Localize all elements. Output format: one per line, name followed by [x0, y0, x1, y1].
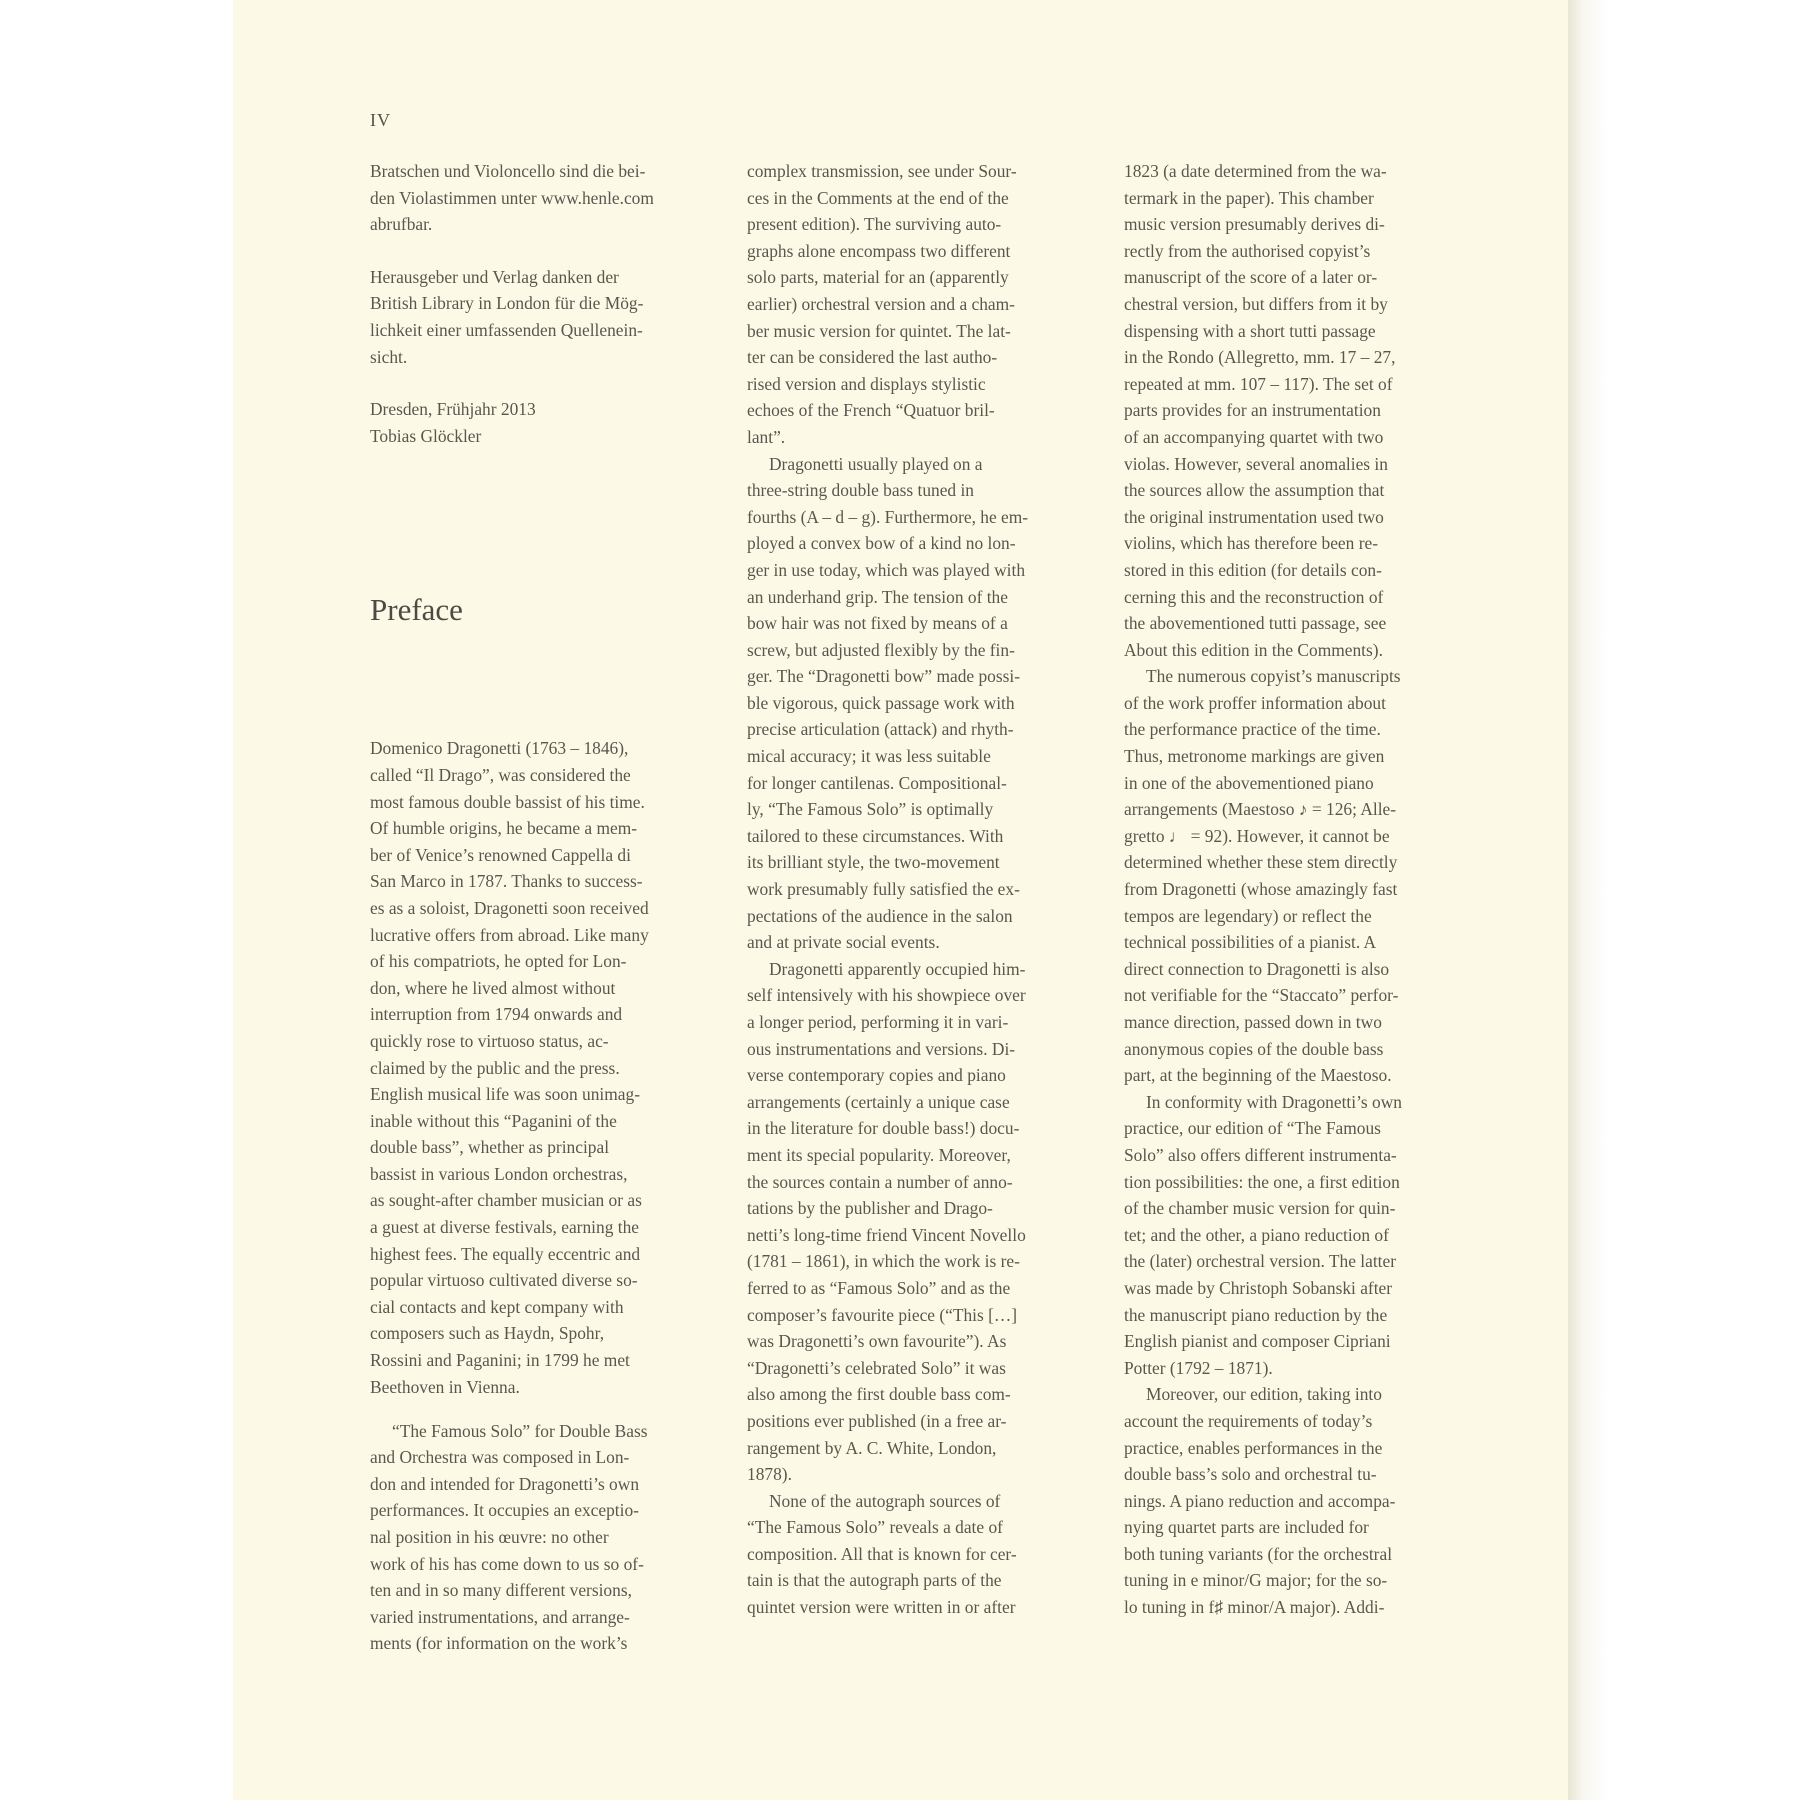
text-line: work of his has come down to us so of-	[370, 1553, 644, 1574]
text-line: complex transmission, see under Sour-	[747, 161, 1017, 181]
text-line: not verifiable for the “Staccato” perfor-	[1124, 985, 1399, 1006]
preface-paragraph-1	[370, 735, 715, 1400]
text-line: the manuscript piano reduction by the	[1124, 1304, 1388, 1325]
text-line: a guest at diverse festivals, earning the	[370, 1217, 639, 1238]
text-line: ces in the Comments at the end of the	[747, 187, 1009, 208]
text-line: violins, which has therefore been re-	[1124, 533, 1378, 554]
text-line: verse contemporary copies and piano	[747, 1065, 1006, 1086]
text-line: double bass”, whether as principal	[370, 1137, 610, 1158]
signature-paragraph	[370, 396, 715, 449]
text-line: the sources allow the assumption that	[1124, 480, 1385, 501]
text-line: part, at the beginning of the Maestoso.	[1124, 1065, 1392, 1086]
text-line: lichkeit einer umfassenden Quellenein-	[370, 319, 643, 340]
text-line: parts provides for an instrumentation	[1124, 400, 1381, 421]
text-line: San Marco in 1787. Thanks to success-	[370, 871, 643, 892]
text-line: bow hair was not fixed by means of a	[747, 613, 1008, 634]
text-line: interruption from 1794 onwards and	[370, 1004, 623, 1025]
text-line: ger. The “Dragonetti bow” made possi-	[747, 666, 1021, 687]
preface-paragraph-7	[1124, 158, 1464, 663]
text-line: quintet version were written in or after	[747, 1597, 1016, 1618]
text-line: den Violastimmen unter www.henle.com	[370, 187, 654, 208]
text-line: a longer period, performing it in vari-	[747, 1012, 1009, 1032]
text-line: of an accompanying quartet with two	[1124, 426, 1384, 447]
text-line: its brilliant style, the two-movement	[747, 852, 1000, 873]
text-line: for longer cantilenas. Compositional-	[747, 772, 1007, 793]
text-line: English pianist and composer Cipriani	[1124, 1331, 1391, 1352]
text-line: the (later) orchestral version. The latter	[1124, 1251, 1397, 1272]
text-line: es as a soloist, Dragonetti soon received	[370, 897, 649, 918]
text-line: pectations of the audience in the salon	[747, 905, 1013, 926]
text-line: in one of the abovementioned piano	[1124, 772, 1374, 793]
text-line: (1781 – 1861), in which the work is re-	[747, 1251, 1020, 1272]
text-line: screw, but adjusted flexibly by the fin-	[747, 639, 1015, 660]
text-line: In conformity with Dragonetti’s own	[1146, 1091, 1402, 1112]
text-line: tuning in e minor/G major; for the so-	[1124, 1570, 1388, 1591]
text-line: both tuning variants (for the orchestral	[1124, 1543, 1393, 1564]
text-line: Thus, metronome markings are given	[1124, 746, 1385, 767]
page-edge-shadow	[1568, 0, 1800, 1800]
text-line: nal position in his œuvre: no other	[370, 1527, 609, 1547]
page-number: IV	[370, 110, 391, 130]
text-line: ment its special popularity. Moreover,	[747, 1144, 1011, 1165]
preface-paragraph-10	[1124, 1381, 1464, 1620]
text-line: About this edition in the Comments).	[1124, 639, 1383, 660]
text-line: ly, “The Famous Solo” is optimally	[747, 799, 994, 820]
text-line: present edition). The surviving auto-	[747, 214, 1002, 235]
text-line: precise articulation (attack) and rhyth-	[747, 719, 1014, 740]
acknowledgement-paragraph	[370, 264, 715, 370]
preface-paragraph-8	[1124, 663, 1464, 1089]
text-line: 1823 (a date determined from the wa-	[1124, 161, 1387, 181]
text-line: composers such as Haydn, Spohr,	[370, 1323, 605, 1344]
text-line: gretto ♩ = 92). However, it cannot be	[1124, 825, 1390, 846]
text-line: Bratschen und Violoncello sind die bei-	[370, 161, 646, 181]
text-line: repeated at mm. 107 – 117). The set of	[1124, 373, 1393, 394]
german-note-paragraph	[370, 158, 715, 238]
text-line: composer’s favourite piece (“This […]	[747, 1304, 1018, 1325]
text-line: sicht.	[370, 346, 408, 367]
text-line: of his compatriots, he opted for Lon-	[370, 951, 627, 972]
text-line: the sources contain a number of anno-	[747, 1171, 1013, 1192]
text-line: ger in use today, which was played with	[747, 559, 1026, 580]
text-line: highest fees. The equally eccentric and	[370, 1243, 641, 1264]
text-line: an underhand grip. The tension of the	[747, 586, 1008, 607]
text-line: nings. A piano reduction and accompa-	[1124, 1490, 1396, 1511]
preface-paragraph-5	[747, 956, 1087, 1488]
text-line: as sought-after chamber musician or as	[370, 1190, 642, 1211]
text-line: arrangements (Maestoso ♪ = 126; Alle-	[1124, 799, 1397, 820]
preface-paragraph-4	[747, 451, 1087, 956]
text-line: cerning this and the reconstruction of	[1124, 586, 1384, 607]
text-line: tailored to these circumstances. With	[747, 825, 1004, 846]
text-line: ments (for information on the work’s	[370, 1633, 628, 1654]
text-line: claimed by the public and the press.	[370, 1057, 620, 1078]
text-line: the original instrumentation used two	[1124, 506, 1384, 527]
text-line: “The Famous Solo” for Double Bass	[392, 1420, 648, 1441]
text-line: arrangements (certainly a unique case	[747, 1091, 1010, 1112]
text-line: ber music version for quintet. The lat-	[747, 320, 1011, 341]
text-line: the abovementioned tutti passage, see	[1124, 613, 1387, 634]
text-line: rangement by A. C. White, London,	[747, 1437, 997, 1458]
text-line: tion possibilities: the one, a first edition	[1124, 1171, 1400, 1192]
text-line: most famous double bassist of his time.	[370, 791, 645, 812]
text-line: ferred to as “Famous Solo” and as the	[747, 1277, 1011, 1298]
text-line: inable without this “Paganini of the	[370, 1110, 617, 1131]
text-line: Solo” also offers different instrumenta-	[1124, 1144, 1397, 1165]
text-line: practice, our edition of “The Famous	[1124, 1118, 1381, 1139]
text-line: Beethoven in Vienna.	[370, 1376, 520, 1397]
text-line: tain is that the autograph parts of the	[747, 1570, 1002, 1591]
text-line: double bass’s solo and orchestral tu-	[1124, 1464, 1377, 1485]
text-line: Herausgeber und Verlag danken der	[370, 266, 619, 287]
text-line: “The Famous Solo” reveals a date of	[747, 1517, 1003, 1538]
text-line: anonymous copies of the double bass	[1124, 1038, 1384, 1059]
text-line: None of the autograph sources of	[769, 1490, 1001, 1511]
text-line: popular virtuoso cultivated diverse so-	[370, 1270, 638, 1291]
text-line: positions ever published (in a free ar-	[747, 1410, 1007, 1431]
text-line: tations by the publisher and Drago-	[747, 1198, 993, 1219]
text-line: performances. It occupies an exceptio-	[370, 1500, 639, 1521]
text-line: dispensing with a short tutti passage	[1124, 320, 1376, 341]
text-line: earlier) orchestral version and a cham-	[747, 293, 1015, 314]
text-line: Domenico Dragonetti (1763 – 1846),	[370, 738, 629, 759]
text-line: termark in the paper). This chamber	[1124, 187, 1374, 208]
text-line: determined whether these stem directly	[1124, 852, 1398, 873]
text-line: fourths (A – d – g). Furthermore, he em-	[747, 506, 1029, 527]
text-line: rised version and displays stylistic	[747, 373, 986, 394]
text-line: ous instrumentations and versions. Di-	[747, 1038, 1016, 1059]
text-line: echoes of the French “Quatuor bril-	[747, 400, 995, 421]
text-line: called “Il Drago”, was considered the	[370, 764, 631, 785]
text-line: Moreover, our edition, taking into	[1146, 1384, 1382, 1405]
text-line: ployed a convex bow of a kind no lon-	[747, 533, 1016, 554]
text-line: in the literature for double bass!) docu-	[747, 1118, 1020, 1139]
text-line: and Orchestra was composed in Lon-	[370, 1447, 630, 1468]
text-line: mance direction, passed down in two	[1124, 1012, 1382, 1032]
text-line: Rossini and Paganini; in 1799 he met	[370, 1350, 630, 1371]
text-line: work presumably fully satisfied the ex-	[747, 879, 1020, 900]
text-line: chestral version, but differs from it by	[1124, 293, 1388, 314]
text-line: three-string double bass tuned in	[747, 480, 974, 501]
text-line: abrufbar.	[370, 214, 433, 235]
text-line: netti’s long-time friend Vincent Novello	[747, 1224, 1026, 1245]
text-line: music version presumably derives di-	[1124, 214, 1385, 235]
place-date: Dresden, Frühjahr 2013	[370, 399, 536, 420]
text-line: Dragonetti apparently occupied him-	[769, 958, 1026, 979]
text-line: of the work proffer information about	[1124, 692, 1386, 713]
text-line: Of humble origins, he became a mem-	[370, 818, 638, 839]
text-line: rectly from the authorised copyist’s	[1124, 240, 1371, 261]
text-line: tempos are legendary) or reflect the	[1124, 905, 1372, 926]
text-line: graphs alone encompass two different	[747, 240, 1011, 261]
text-line: Dragonetti usually played on a	[769, 453, 983, 474]
text-line: composition. All that is known for cer-	[747, 1543, 1017, 1564]
text-line: stored in this edition (for details con-	[1124, 559, 1382, 580]
preface-heading: Preface	[370, 592, 463, 627]
text-line: account the requirements of today’s	[1124, 1410, 1373, 1431]
preface-column-1	[370, 718, 715, 1674]
text-line: was Dragonetti’s own favourite”). As	[747, 1331, 1007, 1352]
text-line: lucrative offers from abroad. Like many	[370, 924, 649, 945]
text-line: Potter (1792 – 1871).	[1124, 1357, 1273, 1378]
text-line: The numerous copyist’s manuscripts	[1146, 666, 1401, 687]
preface-paragraph-2	[370, 1418, 715, 1657]
text-line: direct connection to Dragonetti is also	[1124, 958, 1390, 979]
text-line: was made by Christoph Sobanski after	[1124, 1277, 1393, 1298]
text-line: ble vigorous, quick passage work with	[747, 692, 1015, 713]
text-line: manuscript of the score of a later or-	[1124, 267, 1378, 288]
text-line: solo parts, material for an (apparently	[747, 267, 1009, 288]
text-line: self intensively with his showpiece over	[747, 985, 1026, 1006]
text-line: tet; and the other, a piano reduction of	[1124, 1224, 1389, 1245]
text-line: ber of Venice’s renowned Cappella di	[370, 844, 631, 865]
text-line: don, where he lived almost without	[370, 977, 616, 998]
text-line: also among the first double bass com-	[747, 1384, 1011, 1405]
preface-paragraph-9	[1124, 1089, 1464, 1382]
text-line: mical accuracy; it was less suitable	[747, 746, 991, 767]
text-line: technical possibilities of a pianist. A	[1124, 932, 1377, 953]
text-line: the performance practice of the time.	[1124, 719, 1381, 740]
text-line: don and intended for Dragonetti’s own	[370, 1473, 640, 1494]
text-line: in the Rondo (Allegretto, mm. 17 – 27,	[1124, 347, 1396, 368]
text-line: ten and in so many different versions,	[370, 1580, 632, 1601]
text-line: “Dragonetti’s celebrated Solo” it was	[747, 1357, 1006, 1378]
text-line: ter can be considered the last autho-	[747, 347, 998, 368]
text-line: quickly rose to virtuoso status, ac-	[370, 1030, 609, 1051]
text-line: from Dragonetti (whose amazingly fast	[1124, 879, 1398, 900]
text-line: violas. However, several anomalies in	[1124, 453, 1388, 474]
text-line: of the chamber music version for quin-	[1124, 1198, 1396, 1219]
text-line: bassist in various London orchestras,	[370, 1163, 628, 1184]
author-name: Tobias Glöckler	[370, 425, 482, 446]
text-line: varied instrumentations, and arrange-	[370, 1606, 630, 1627]
text-line: British Library in London für die Mög-	[370, 293, 644, 314]
preface-paragraph-6	[747, 1488, 1087, 1621]
text-line: lo tuning in f♯ minor/A major). Addi-	[1124, 1597, 1385, 1618]
preface-column-3	[1124, 158, 1464, 1621]
text-line: lant”.	[747, 426, 786, 447]
text-line: English musical life was soon unimag-	[370, 1084, 640, 1105]
preface-column-2	[747, 158, 1087, 1621]
text-line: practice, enables performances in the	[1124, 1437, 1383, 1458]
text-line: cial contacts and kept company with	[370, 1296, 624, 1317]
preface-paragraph-3	[747, 158, 1087, 451]
text-line: nying quartet parts are included for	[1124, 1517, 1369, 1538]
column-1	[370, 158, 715, 449]
text-line: 1878).	[747, 1464, 792, 1485]
text-line: and at private social events.	[747, 932, 940, 953]
